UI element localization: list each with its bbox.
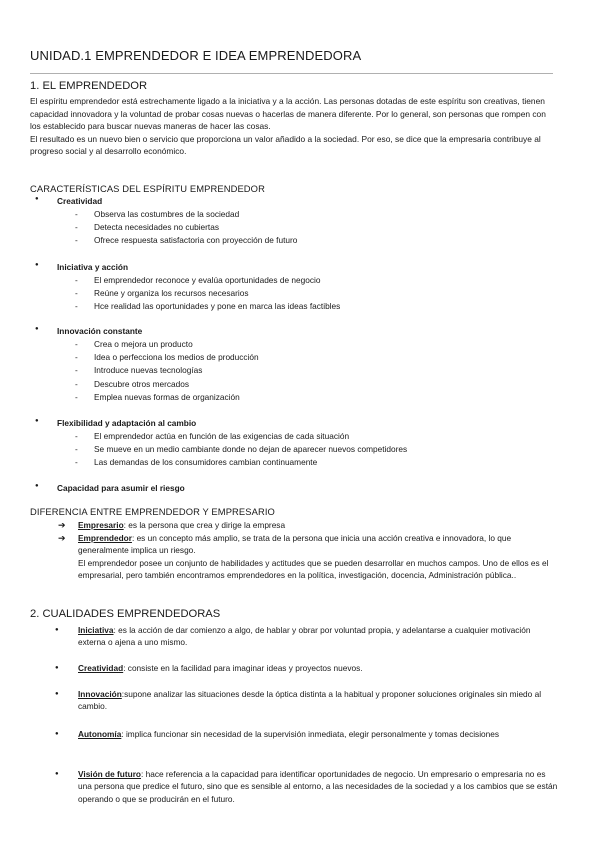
quality-term: Iniciativa	[78, 625, 114, 635]
section-heading-cualidades: 2. CUALIDADES EMPRENDEDORAS	[30, 608, 221, 620]
list-item: - El emprendedor actúa en función de las exigencias de cada situación	[94, 430, 407, 443]
list-item: - Descubre otros mercados	[94, 378, 259, 391]
bullet-innovacion: ● Innovación constante	[57, 326, 142, 336]
list-iniciativa	[94, 274, 340, 314]
quality-innovacion	[78, 688, 560, 713]
section-heading-emprendedor: 1. EL EMPRENDEDOR	[30, 80, 148, 92]
list-item: - Observa las costumbres de la sociedad	[94, 208, 297, 221]
term-empresario: Empresario	[78, 520, 124, 530]
definition-emprendedor	[58, 532, 558, 582]
subheading-diferencia: DIFERENCIA ENTRE EMPRENDEDOR Y EMPRESARIO	[30, 506, 275, 517]
document-title: UNIDAD.1 EMPRENDEDOR E IDEA EMPRENDEDORA	[30, 48, 362, 63]
list-creatividad	[94, 208, 297, 248]
list-item: - Ofrece respuesta satisfactoria con proyección de futuro	[94, 234, 297, 247]
arrow-icon: ➔	[58, 520, 66, 530]
intro-paragraph-2: El resultado es un nuevo bien o servicio que proporciona un valor añadido a la sociedad. Por eso, se dice que la empresaria contribuye al progreso social y al desarrollo económico.	[30, 133, 541, 156]
quality-term: Visión de futuro	[78, 769, 141, 779]
quality-vision	[78, 768, 560, 805]
list-item: - Reúne y organiza los recursos necesarios	[94, 287, 340, 300]
section-intro	[30, 95, 555, 158]
quality-term: Innovación	[78, 689, 122, 699]
definition-extra: El emprendedor posee un conjunto de habilidades y actitudes que se pueden desarrollar en muchos campos. Uno de ellos es el empresarial, pero también encontramos emprendedores en la política, investigación, docencia, Administración pública..	[78, 557, 549, 581]
list-item: - Detecta necesidades no cubiertas	[94, 221, 297, 234]
quality-text: :supone analizar las situaciones desde la óptica distinta a la habitual y proponer soluciones originales sin miedo al cambio.	[78, 689, 542, 712]
quality-text: : implica funcionar sin necesidad de la supervisión inmediata, elegir personalmente y tomas decisiones	[121, 729, 500, 739]
bullet-flexibilidad: ● Flexibilidad y adaptación al cambio	[57, 418, 196, 428]
bullet-creatividad: ● Creatividad	[57, 196, 102, 206]
definition-text: : es la persona que crea y dirige la empresa	[123, 520, 286, 530]
quality-term: Autonomía	[78, 729, 122, 739]
quality-term: Creatividad	[78, 663, 124, 673]
list-item: - El emprendedor reconoce y evalúa oportunidades de negocio	[94, 274, 340, 287]
quality-iniciativa	[78, 624, 560, 649]
list-item: - Crea o mejora un producto	[94, 338, 259, 351]
subheading-caracteristicas: CARACTERÍSTICAS DEL ESPÍRITU EMPRENDEDOR	[30, 183, 265, 194]
bullet-iniciativa: ● Iniciativa y acción	[57, 262, 128, 272]
title-divider	[30, 73, 553, 74]
quality-creatividad	[78, 662, 560, 674]
definition-empresario	[58, 519, 558, 531]
quality-autonomia	[78, 728, 560, 740]
quality-text: : consiste en la facilidad para imaginar ideas y proyectos nuevos.	[123, 663, 363, 673]
definition-text: : es un concepto más amplio, se trata de la persona que inicia una acción creativa e innovadora, lo que generalmente implica un riesgo.	[78, 533, 512, 556]
intro-paragraph-1: El espíritu emprendedor está estrechamente ligado a la iniciativa y a la acción. Las personas dotadas de este espíritu son creativas, tienen capacidad innovadora y la voluntad de probar cosas nuevas o hacerlas de manera diferente. Por lo general, son personas que rompen con los establecido para buscar nuevas maneras de hacer las cosas.	[30, 96, 546, 131]
list-flexibilidad	[94, 430, 407, 470]
arrow-icon: ➔	[58, 533, 66, 543]
bullet-riesgo: ● Capacidad para asumir el riesgo	[57, 483, 185, 493]
quality-text: : es la acción de dar comienzo a algo, de hablar y obrar por voluntad propia, y adelantarse a cualquier motivación externa o ajena a uno mismo.	[78, 625, 531, 648]
list-innovacion	[94, 338, 259, 404]
list-item: - Se mueve en un medio cambiante donde no dejan de aparecer nuevos competidores	[94, 443, 407, 456]
list-item: - Idea o perfecciona los medios de producción	[94, 351, 259, 364]
term-emprendedor: Emprendedor	[78, 533, 132, 543]
list-item: - Hce realidad las oportunidades y pone en marca las ideas factibles	[94, 300, 340, 313]
list-item: - Las demandas de los consumidores cambian continuamente	[94, 456, 407, 469]
list-item: - Introduce nuevas tecnologías	[94, 364, 259, 377]
quality-text: : hace referencia a la capacidad para identificar oportunidades de negocio. Un empresario o empresaria no es una persona que predice el futuro, sino que es sensible al entorno, a las necesidades de la sociedad y a los cambios que se están operando o que se producirán en el futuro.	[78, 769, 558, 804]
list-item: - Emplea nuevas formas de organización	[94, 391, 259, 404]
